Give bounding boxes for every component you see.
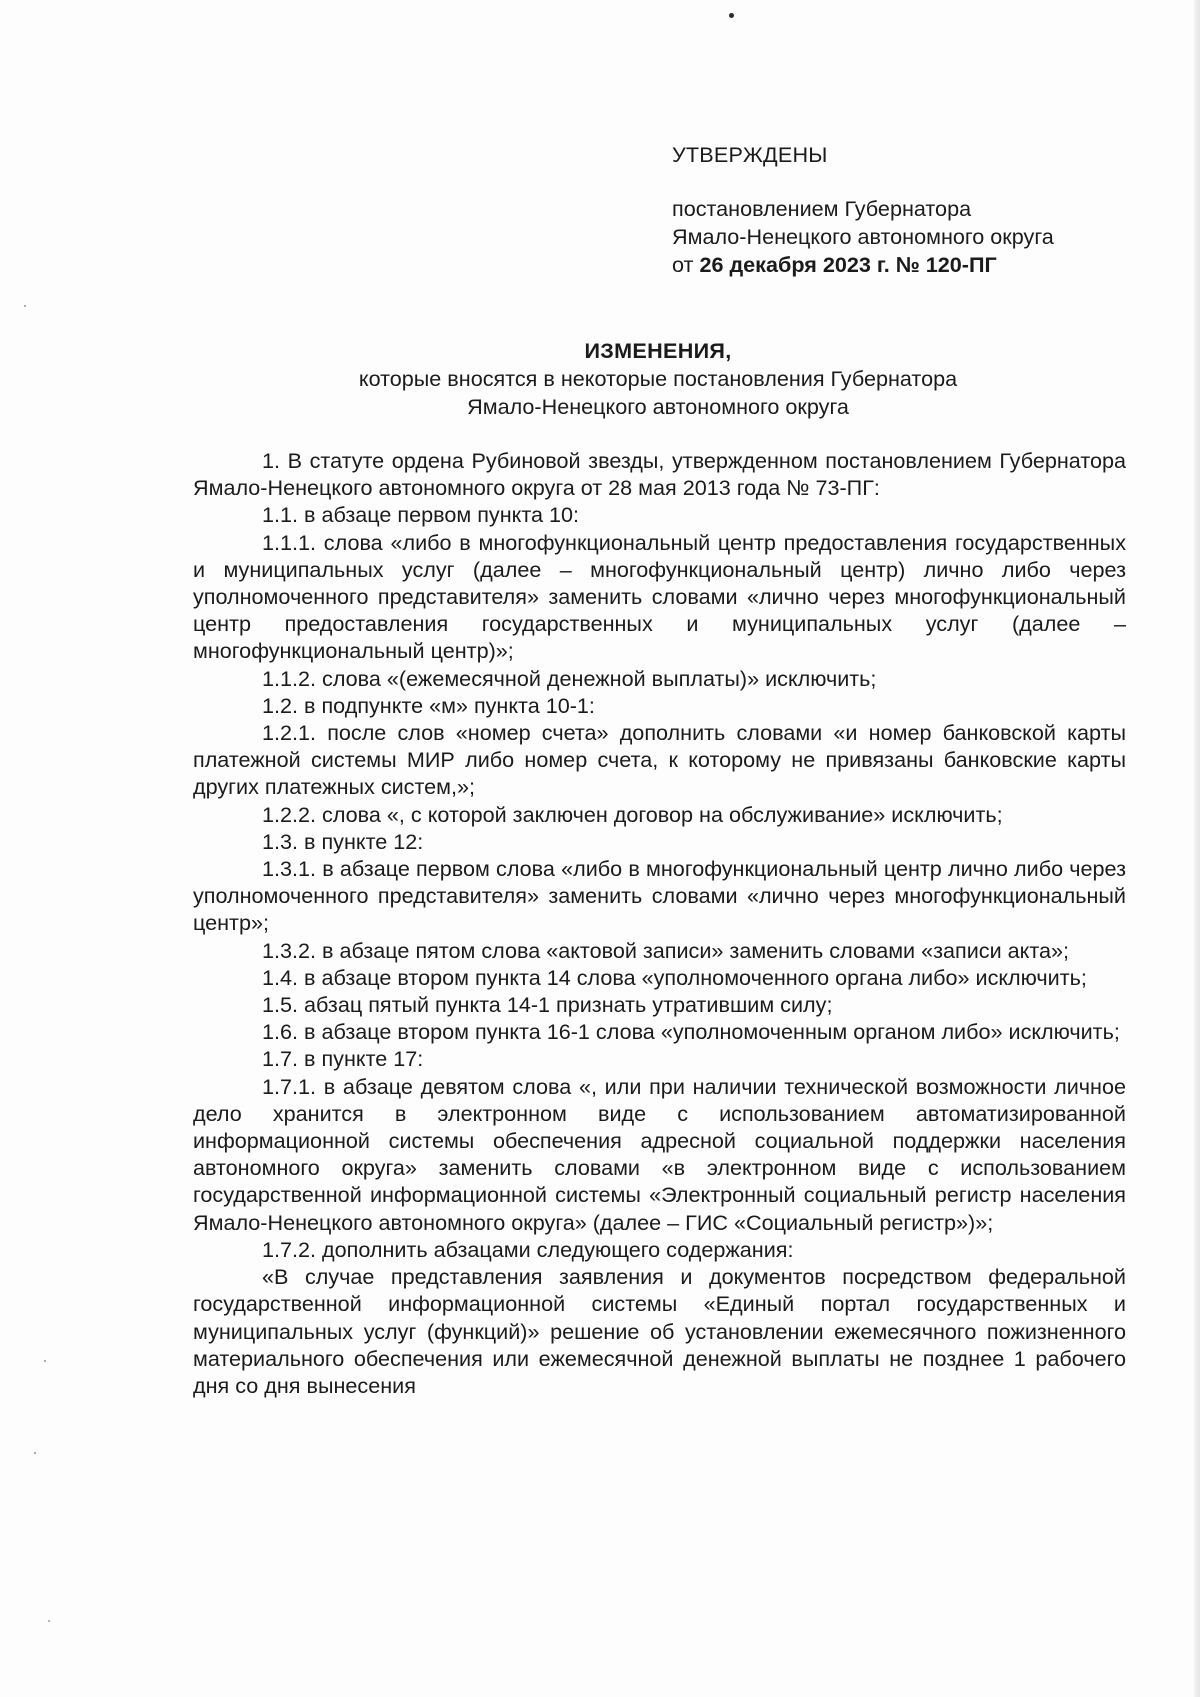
paragraph: 1.3. в пункте 12: <box>262 828 424 854</box>
scan-speck <box>44 1360 46 1362</box>
approval-block <box>672 141 1142 279</box>
paragraph: 1.7. в пункте 17: <box>262 1046 424 1072</box>
document-subtitle: Ямало-Ненецкого автономного округа <box>467 394 849 419</box>
approval-date-prefix: от <box>672 252 700 277</box>
scan-edge-shadow <box>1194 0 1200 1697</box>
approval-date: 26 декабря 2023 г. № 120-ПГ <box>699 252 997 277</box>
paragraph: 1.4. в абзаце втором пункта 14 слова «уполномоченного органа либо» исключить; <box>262 964 1087 990</box>
paragraph: 1.1.1. слова «либо в многофункциональный центр предоставления государственных и муниципальных услуг (далее – многофункциональный центр) лично либо через уполномоченного представителя» заменить словами «лично через многофункциональный центр предоставления государственных и муниципальных услуг (далее – многофункциональный центр)»; <box>193 529 1126 664</box>
scan-speck <box>48 1620 50 1622</box>
scan-speck <box>24 305 26 307</box>
paragraph: 1.3.1. в абзаце первом слова «либо в многофункциональный центр лично либо через уполномоченного представителя» заменить словами «лично через многофункциональный центр»; <box>193 856 1126 936</box>
document-title: ИЗМЕНЕНИЯ, <box>584 338 732 363</box>
paragraph: 1.3.2. в абзаце пятом слова «актовой записи» заменить словами «записи акта»; <box>262 937 1070 963</box>
paragraph: 1.1.2. слова «(ежемесячной денежной выплаты)» исключить; <box>262 665 877 691</box>
approval-line: Ямало-Ненецкого автономного округа <box>672 224 1054 249</box>
approval-line: постановлением Губернатора <box>672 196 972 221</box>
document-body <box>193 447 1126 1399</box>
paragraph: «В случае представления заявления и документов посредством федеральной государственной информационной системы «Единый портал государственных и муниципальных услуг (функций)» решение об установлении ежемесячного пожизненного материального обеспечения или ежемесячной денежной выплаты не позднее 1 рабочего дня со дня вынесения <box>193 1264 1126 1398</box>
paragraph: 1.6. в абзаце втором пункта 16-1 слова «уполномоченным органом либо» исключить; <box>262 1019 1120 1045</box>
paragraph: 1. В статуте ордена Рубиновой звезды, утвержденном постановлением Губернатора Ямало-Ненецкого автономного округа от 28 мая 2013 года № 73-ПГ: <box>193 448 1126 501</box>
document-subtitle: которые вносятся в некоторые постановления Губернатора <box>358 366 958 391</box>
paragraph: 1.2.1. после слов «номер счета» дополнить словами «и номер банковской карты платежной системы МИР либо номер счета, к которому не привязаны банковские карты других платежных систем,»; <box>193 720 1126 800</box>
paragraph: 1.7.1. в абзаце девятом слова «, или при наличии технической возможности личное дело хранится в электронном виде с использованием автоматизированной информационной системы обеспечения адресной социальной поддержки населения автономного округа» заменить словами «в электронном виде с использованием государственной информационной системы «Электронный социальный регистр населения Ямало-Ненецкого автономного округа» (далее – ГИС «Социальный регистр»)»; <box>193 1073 1126 1235</box>
paragraph: 1.7.2. дополнить абзацами следующего содержания: <box>262 1236 794 1262</box>
paragraph: 1.2. в подпункте «м» пункта 10-1: <box>262 692 595 718</box>
scan-speck <box>34 1452 36 1454</box>
approval-date-line <box>672 251 1142 279</box>
paragraph: 1.5. абзац пятый пункта 14-1 признать утратившим силу; <box>262 992 833 1018</box>
scan-speck <box>729 13 734 18</box>
document-heading <box>193 337 1123 421</box>
approval-title: УТВЕРЖДЕНЫ <box>672 142 828 167</box>
paragraph: 1.1. в абзаце первом пункта 10: <box>262 502 580 528</box>
paragraph: 1.2.2. слова «, с которой заключен договор на обслуживание» исключить; <box>262 801 1003 827</box>
